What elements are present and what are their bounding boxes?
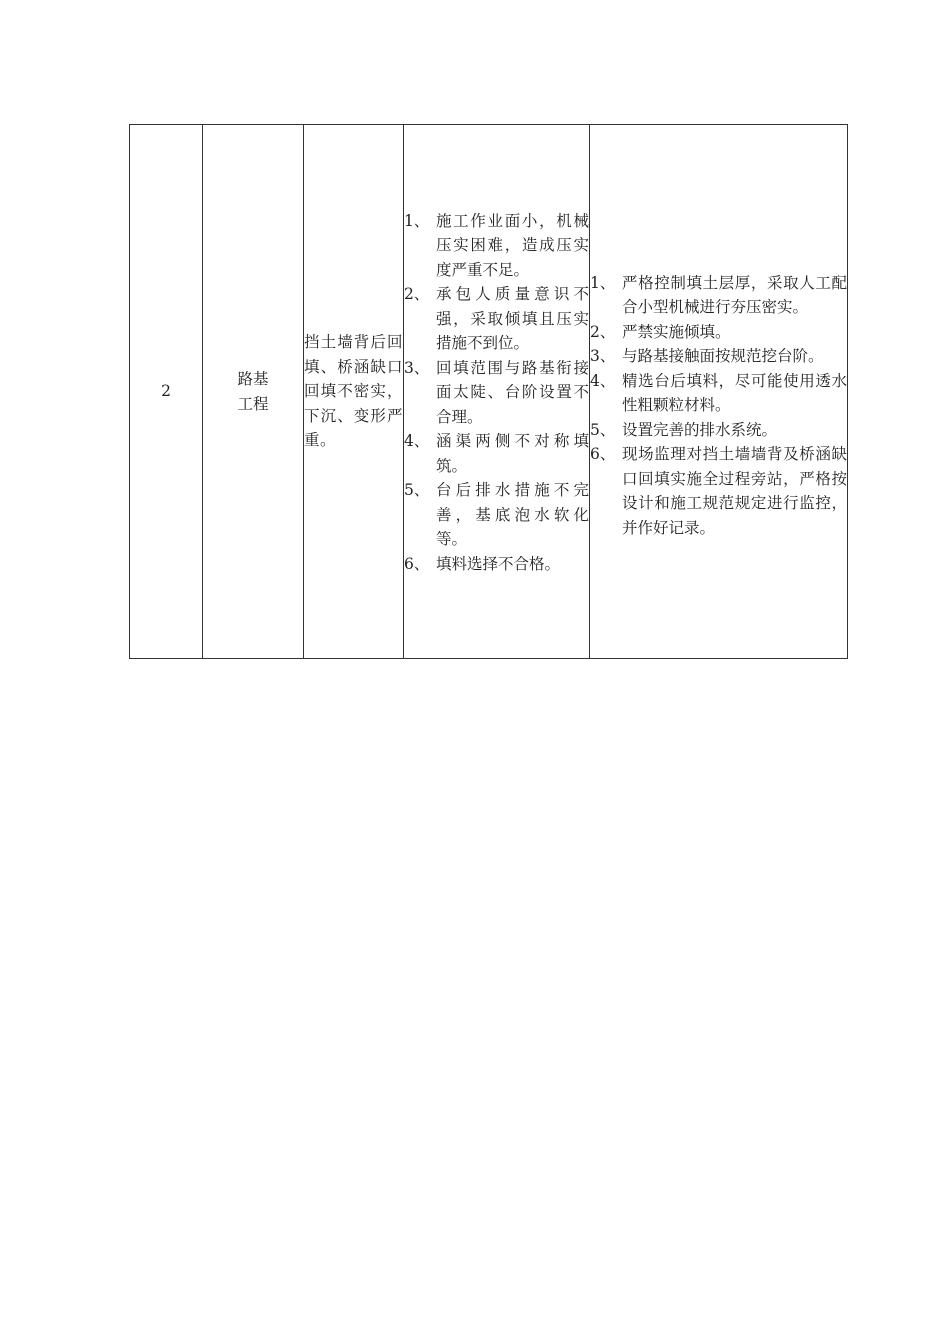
item-number: 5、 [590,420,616,439]
item-number: 6、 [404,554,430,573]
list-item [590,369,847,418]
list-item [404,282,589,356]
item-text: 严格控制填土层厚，采取人工配合小型机械进行夯压密实。 [622,273,847,317]
item-text: 与路基接触面按规范挖台阶。 [622,347,824,366]
measures-list [590,271,847,541]
item-text: 严禁实施倾填。 [622,322,731,341]
item-number: 4、 [404,432,430,451]
list-item [590,271,847,320]
item-text: 台后排水措施不完善，基底泡水软化等。 [436,481,589,549]
item-text: 施工作业面小，机械压实困难，造成压实度严重不足。 [436,211,589,279]
item-number: 1、 [590,273,616,292]
list-item [590,418,847,443]
item-number: 3、 [404,358,430,377]
list-item [590,320,847,345]
item-text: 涵渠两侧不对称填筑。 [436,432,589,475]
list-item [404,552,589,577]
measures-cell [590,125,848,659]
causes-cell [404,125,590,659]
list-item [404,429,589,478]
item-text: 回填范围与路基衔接面太陡、台阶设置不合理。 [436,358,589,426]
item-number: 2、 [404,285,430,304]
table-row [130,125,848,659]
list-item [404,478,589,552]
phenomenon-text: 挡土墙背后回填、桥涵缺口回填不密实，下沉、变形严重。 [304,333,403,450]
phenomenon-cell [304,125,404,659]
item-number: 3、 [590,347,616,366]
item-text: 填料选择不合格。 [436,554,561,573]
project-name: 路基工程 [237,370,269,413]
quality-issue-table [129,124,848,659]
item-text: 承包人质量意识不强，采取倾填且压实措施不到位。 [436,285,589,353]
item-text: 设置完善的排水系统。 [622,420,778,439]
causes-list [404,209,589,577]
item-number: 6、 [590,445,616,464]
row-number: 2 [161,382,171,401]
item-number: 4、 [590,371,616,390]
list-item [404,356,589,430]
item-number: 1、 [404,211,430,230]
row-number-cell [130,125,203,659]
item-text: 现场监理对挡土墙墙背及桥涵缺口回填实施全过程旁站，严格按设计和施工规范规定进行监控，并作好记录。 [622,445,847,537]
list-item [590,442,847,540]
item-text: 精选台后填料，尽可能使用透水性粗颗粒材料。 [622,371,847,415]
list-item [404,209,589,283]
item-number: 5、 [404,481,430,500]
item-number: 2、 [590,322,616,341]
list-item [590,344,847,369]
project-name-cell [203,125,304,659]
